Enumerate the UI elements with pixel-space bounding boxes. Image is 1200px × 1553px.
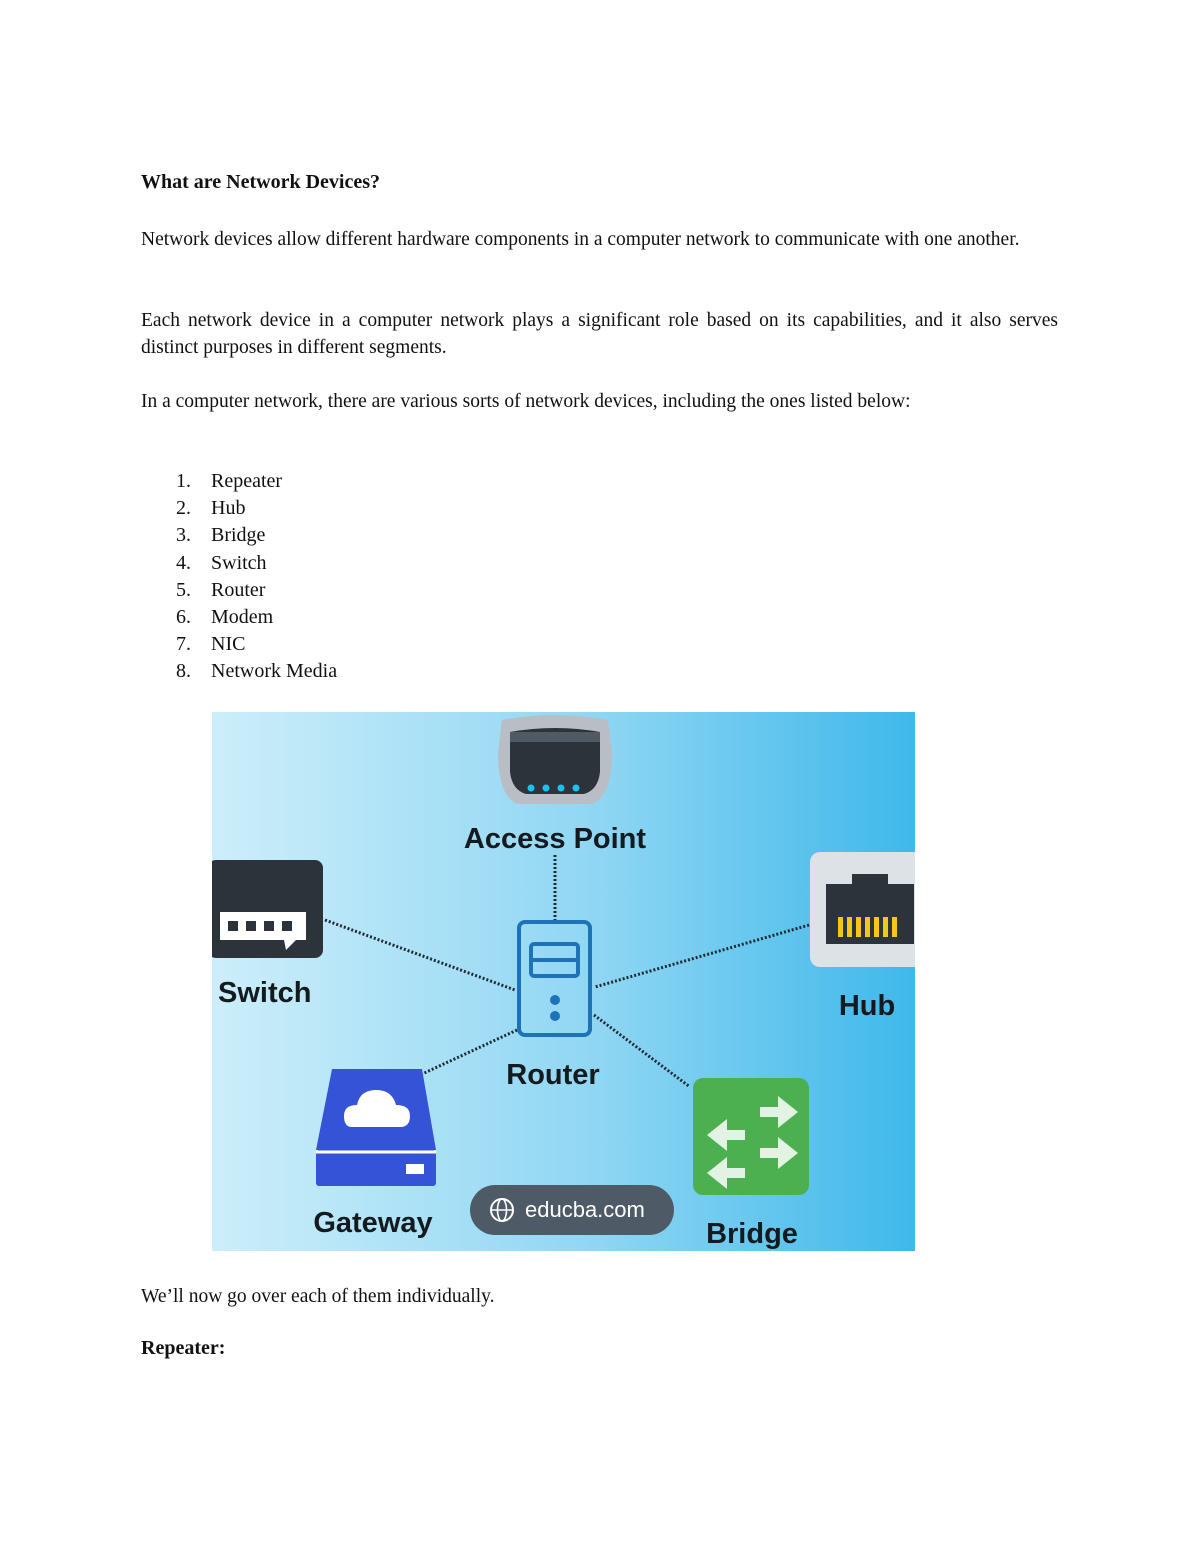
page-title: What are Network Devices? bbox=[141, 171, 381, 193]
access-point-icon bbox=[498, 715, 612, 804]
list-item: 4. Switch bbox=[176, 551, 267, 574]
list-item: 5. Router bbox=[176, 578, 266, 601]
watermark-badge bbox=[470, 1185, 674, 1235]
list-item: 6. Modem bbox=[176, 605, 274, 628]
list-item: 1. Repeater bbox=[176, 470, 283, 492]
gateway-icon bbox=[316, 1069, 436, 1186]
device-list bbox=[176, 468, 337, 686]
gateway-label: Gateway bbox=[313, 1207, 433, 1239]
watermark-text: educba.com bbox=[525, 1197, 645, 1222]
list-item: 3. Bridge bbox=[176, 524, 266, 547]
network-diagram bbox=[212, 712, 915, 1251]
switch-icon bbox=[212, 860, 323, 958]
hub-icon bbox=[810, 852, 915, 967]
paragraph-roles: Each network device in a computer network plays a significant role based on its capabilities, and it also serves distinct purposes in different segments. bbox=[141, 310, 1058, 358]
access-point-label: Access Point bbox=[463, 823, 647, 855]
paragraph-intro: Network devices allow different hardware components in a computer network to communicate with one another. bbox=[141, 229, 1020, 250]
list-item: 2. Hub bbox=[176, 497, 246, 520]
list-item: 7. NIC bbox=[176, 633, 246, 656]
paragraph-sorts: In a computer network, there are various sorts of network devices, including the ones listed below: bbox=[141, 391, 911, 412]
router-label: Router bbox=[506, 1059, 600, 1091]
section-heading-repeater: Repeater: bbox=[141, 1337, 226, 1359]
network-devices-figure bbox=[212, 712, 915, 1251]
switch-label: Switch bbox=[218, 977, 312, 1009]
list-item: 8. Network Media bbox=[176, 660, 338, 683]
bridge-icon bbox=[693, 1078, 809, 1195]
paragraph-overview: We’ll now go over each of them individually. bbox=[141, 1286, 495, 1307]
hub-label: Hub bbox=[838, 990, 896, 1022]
bridge-label: Bridge bbox=[706, 1218, 798, 1250]
